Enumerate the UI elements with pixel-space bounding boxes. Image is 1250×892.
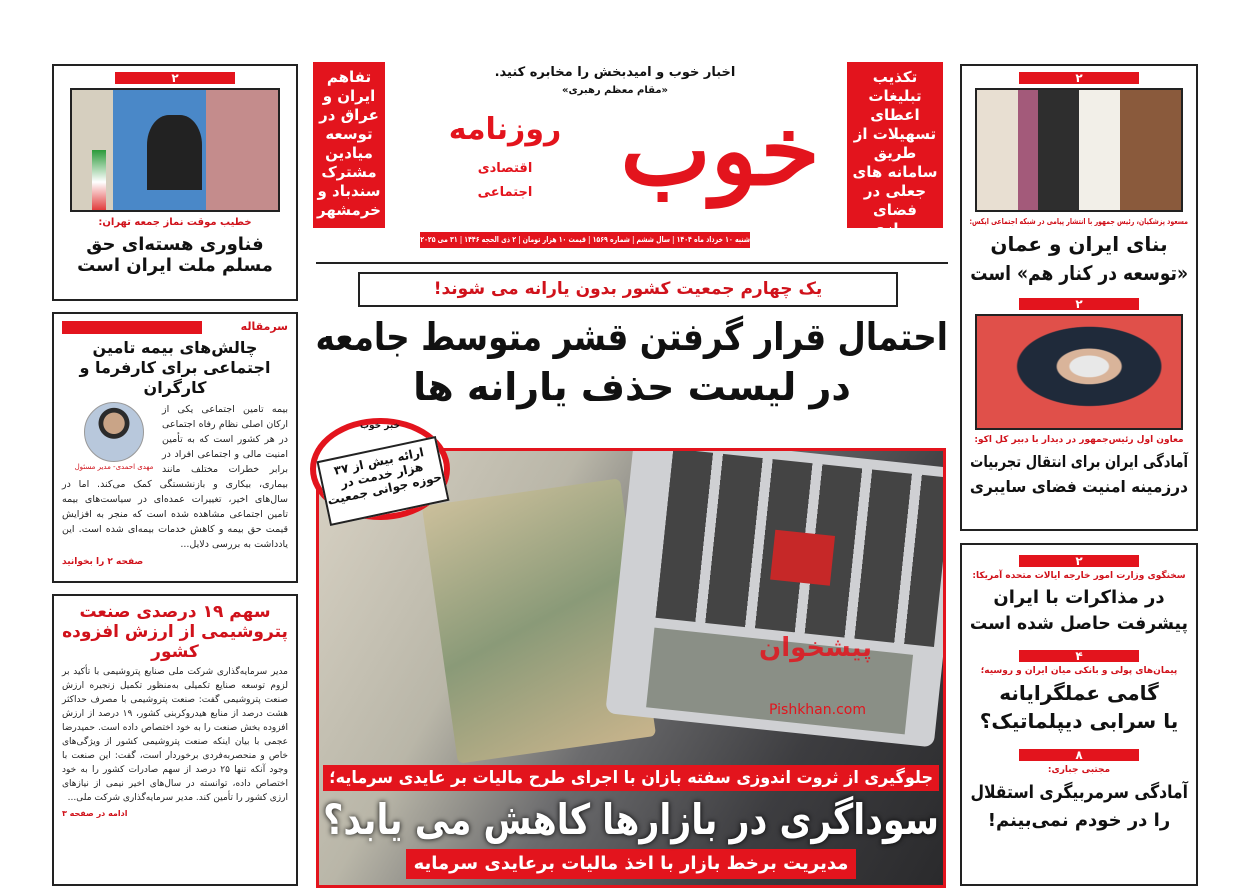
photo-kicker: جلوگیری از ثروت اندوزی سفته بازان با اجرای طرح مالیات بر عایدی سرمایه؛ <box>329 768 933 788</box>
main-kicker: یک چهارم جمعیت کشور بدون یارانه می شوند! <box>358 272 898 307</box>
page-number: ۲ <box>1019 72 1139 84</box>
logo-tag-social: اجتماعی <box>477 185 533 200</box>
newspaper-logo: خوب <box>620 94 820 207</box>
story-headline: سهم ۱۹ درصدی صنعت پتروشیمی از ارزش افزوده کشور <box>62 602 288 662</box>
section-header <box>62 320 288 334</box>
story-headline[interactable]: آمادگی سرمربیگری استقلال <box>970 782 1188 803</box>
quote-source: «مقام معظم رهبری» <box>562 85 668 96</box>
story-headline[interactable]: در مذاکرات با ایران <box>993 587 1165 608</box>
page-number: ۴ <box>1019 650 1139 662</box>
editorial-headline: چالش‌های بیمه تامین اجتماعی برای کارفرما و کارگران <box>79 338 271 397</box>
story-headline[interactable]: را در خودم نمی‌بینم! <box>987 810 1171 831</box>
story-headline[interactable]: «توسعه در کنار هم» است <box>970 261 1188 285</box>
story-headline[interactable]: آمادگی ایران برای انتقال تجربیات <box>970 452 1188 471</box>
story-headline[interactable]: بنای ایران و عمان <box>990 232 1168 256</box>
photo-kicker-bar <box>323 765 939 791</box>
story-headline: فناوری هسته‌ای حق مسلم ملت ایران است <box>77 234 273 276</box>
story-kicker: معاون اول رئیس‌جمهور در دیدار با دبیر کل اکو: <box>974 435 1184 445</box>
logo-tag-economic: اقتصادی <box>477 161 533 176</box>
story-kicker: مجتبی جباری: <box>1047 765 1111 775</box>
photo-subheadline: مدیریت برخط بازار با اخذ مالیات برعایدی سرمایه <box>413 853 849 874</box>
main-headline-1[interactable]: احتمال قرار گرفتن قشر متوسط جامعه <box>315 315 948 359</box>
author-name: مهدی احمدی- مدیر مسئول <box>74 463 154 471</box>
story-kicker: پیمان‌های پولی و بانکی میان ایران و روسیه؛ <box>980 666 1178 676</box>
divider <box>316 262 948 264</box>
story-headline[interactable]: پیشرفت حاصل شده است <box>969 613 1188 634</box>
page-number: ۲ <box>1019 555 1139 567</box>
oman-meeting-photo[interactable] <box>975 88 1183 212</box>
stamp-label: خبر خوب <box>359 421 401 431</box>
page-number: ۲ <box>115 72 235 84</box>
editorial-text: بیمه تامین اجتماعی یکی از ارکان اصلی نظام رفاه اجتماعی در هر کشور است که به تأمین امنیت مالی و اجتماعی افراد در برابر خطرات مختلف مانند بیماری، بیکاری و بازنشستگی کمک می‌کند. اما در سال‌های اخیر، تغییرات عمده‌ای در سیاست‌های بیمه تامین اجتماعی مشاهده شده است که منجر به افزایش قیمت حق بیمه و کاهش خدمات بیمه‌ای شده است. این یادداشت به بررسی دلایل... <box>62 404 288 550</box>
logo-subtitle: روزنامه <box>448 112 562 147</box>
right-column-bottom <box>960 543 1198 886</box>
section-label: سرمقاله <box>240 320 288 333</box>
left-story-1[interactable] <box>52 64 298 301</box>
editorial-body <box>62 402 288 552</box>
teaser-right[interactable]: تکذیب تبلیغات اعطای تسهیلات از طریق سامانه های جعلی در فضای مجازی <box>847 62 943 228</box>
story-headline[interactable]: یا سرابی دیپلماتیک؟ <box>979 709 1179 733</box>
section-bar <box>62 321 202 334</box>
photo-headline[interactable]: سوداگری در بازارها کاهش می یابد؟ <box>323 795 939 844</box>
read-more-link[interactable]: صفحه ۲ را بخوانید <box>62 557 144 567</box>
main-headline-2[interactable]: در لیست حذف یارانه ها <box>413 365 851 409</box>
story-body: مدیر سرمایه‌گذاری شرکت ملی صنایع پتروشیمی با تأکید بر لزوم توسعه صنایع تکمیلی به‌منظور تکمیل زنجیره ارزش صنعت پتروشیمی گفت: صنعت پتروشیمی با مصرف حداکثر هشت درصد از منابع هیدروکربنی کشور، ۱۹ درصد از ارزش افزوده بخش صنعت را به خود اختصاص داده است. حمیدرضا عجمی با بیان اینکه صنعت پتروشیمی کشور از ویژگی‌های خاص و منحصربه‌فردی برخوردار است، گفت: این صنعت با وجود آنکه تنها ۲۵ درصد از سهم صادرات کشور را به خود اختصاص داده، توانسته در سال‌های اخیر نیمی از نیازهای ارزی کشور را تأمین کند. مدیر سرمایه‌گذاری شرکت ملی... <box>62 667 288 803</box>
editorial[interactable] <box>52 312 298 583</box>
page-number: ۲ <box>1019 298 1139 310</box>
story-headline[interactable]: درزمینه امنیت فضای سایبری <box>969 477 1188 496</box>
author-avatar <box>84 402 144 462</box>
story-kicker: مسعود پزشکیان، رئیس جمهور با انتشار پیامی در شبکه اجتماعی ایکس: <box>969 217 1188 226</box>
photo-subheadline-bar <box>406 849 857 879</box>
friday-prayer-photo <box>70 88 280 212</box>
story-kicker: خطیب موقت نماز جمعه تهران: <box>98 217 252 228</box>
story-headline[interactable]: گامی عملگرایانه <box>999 681 1159 705</box>
page-number: ۸ <box>1019 749 1139 761</box>
teaser-left[interactable]: تفاهم ایران و عراق در توسعه میادین مشترک سندباد و خرمشهر <box>313 62 385 228</box>
vice-president-photo[interactable] <box>975 314 1183 430</box>
photo-caption <box>323 765 939 879</box>
masthead-quote: اخبار خوب و امیدبخش را مخابره کنید. <box>494 65 736 80</box>
right-column-top <box>960 64 1198 531</box>
dateline-bar <box>420 232 750 248</box>
stamp-text: ارائه بیش از ۳۷ هزار خدمت در حوزه جوانی جمعیت <box>316 436 449 526</box>
continued-link[interactable]: ادامه در صفحه ۳ <box>62 809 128 818</box>
dateline: شنبه ۱۰ خرداد ماه ۱۴۰۴ | سال ششم | شماره ۱۵۶۹ | قیمت ۱۰ هزار تومان | ۲ ذی الحجه ۱۴۴۶ | ۳۱ می ۲۰۲۵ <box>420 235 750 244</box>
story-kicker: سخنگوی وزارت امور خارجه ایالات متحده آمریکا: <box>972 571 1186 581</box>
watermark-url: Pishkhan.com <box>769 702 866 718</box>
watermark: پیشخوان <box>759 633 872 663</box>
author-block <box>66 402 162 472</box>
left-story-3[interactable] <box>52 594 298 886</box>
